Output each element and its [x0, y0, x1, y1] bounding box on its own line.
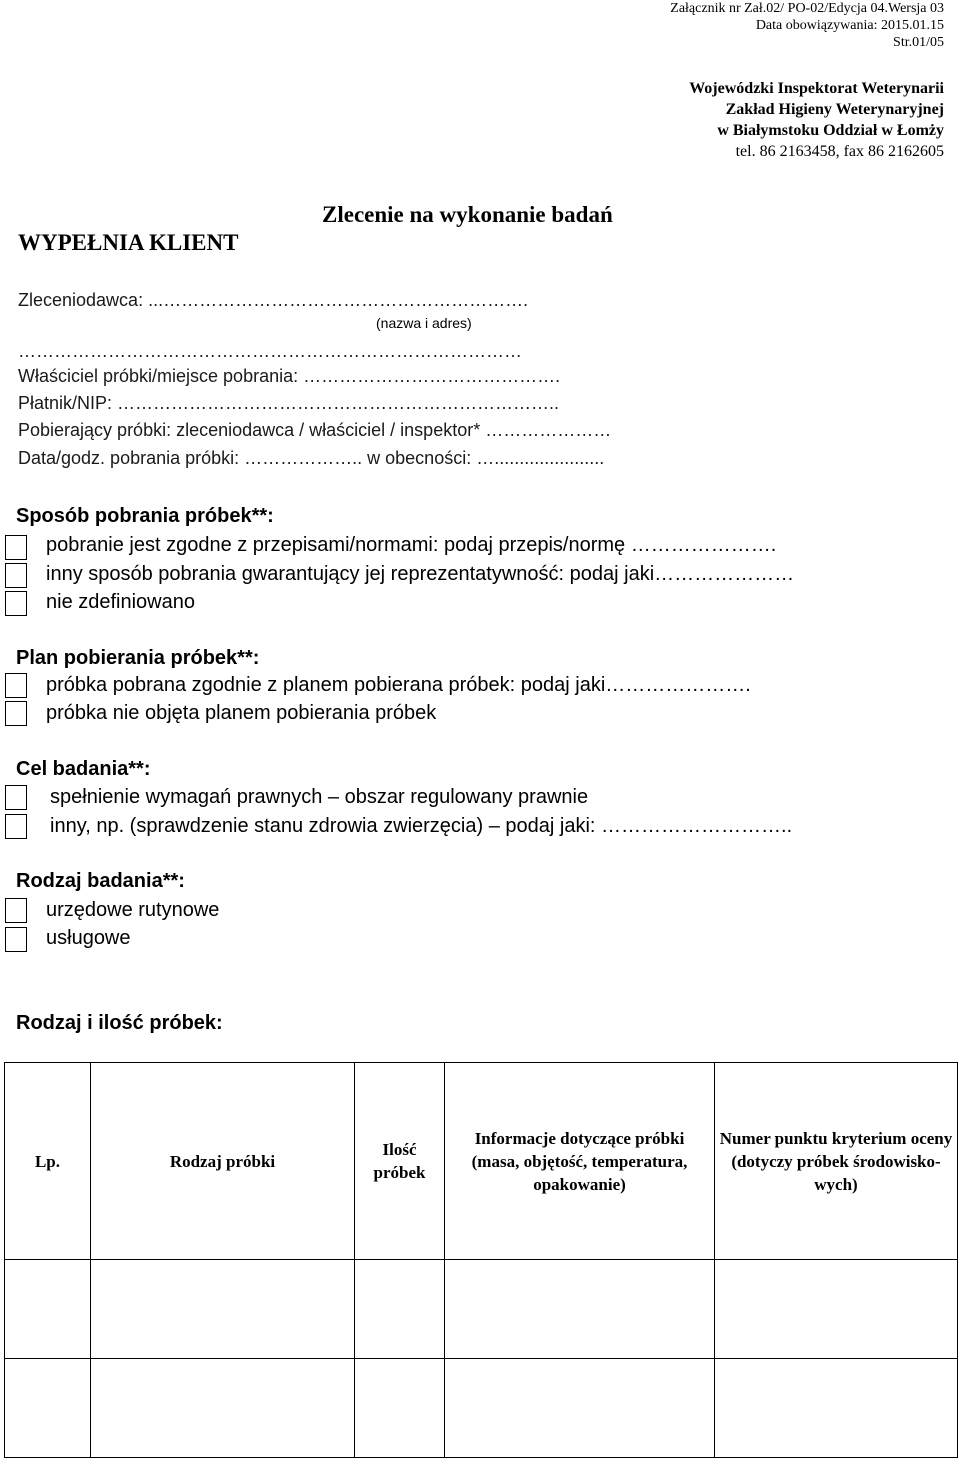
column-header-sample-type: Rodzaj próbki: [91, 1063, 355, 1260]
purpose-title: Cel badania**:: [16, 758, 151, 780]
sampling-date-field[interactable]: Data/godz. pobrania próbki: ……………….. w obecności: …......................: [18, 448, 605, 468]
sampling-method-checkbox-2[interactable]: [5, 563, 27, 588]
owner-field[interactable]: Właściciel próbki/miejsce pobrania: …………………………………….: [18, 366, 561, 386]
cell-sample-info[interactable]: [445, 1359, 715, 1458]
cell-sample-type[interactable]: [91, 1260, 355, 1359]
cell-sample-info[interactable]: [445, 1260, 715, 1359]
sampling-method-checkbox-3[interactable]: [5, 591, 27, 616]
cell-lp[interactable]: [5, 1359, 91, 1458]
institution-line-2: Zakład Higieny Weterynaryjnej: [725, 101, 944, 118]
payer-field[interactable]: Płatnik/NIP: ………………………………………………………………..: [18, 393, 560, 413]
sampling-plan-title: Plan pobierania próbek**:: [16, 647, 260, 669]
column-header-lp: Lp.: [5, 1063, 91, 1260]
sampling-method-option-1: pobranie jest zgodne z przepisami/normami: podaj przepis/normę ………………….: [46, 534, 777, 556]
institution-contact: tel. 86 2163458, fax 86 2162605: [735, 143, 944, 160]
sampler-field[interactable]: Pobierający próbki: zleceniodawca / właściciel / inspektor* …………………: [18, 420, 612, 440]
table-row: [5, 1359, 958, 1458]
sampling-plan-option-2: próbka nie objęta planem pobierania próbek: [46, 702, 437, 724]
cell-sample-type[interactable]: [91, 1359, 355, 1458]
client-label: WYPEŁNIA KLIENT: [18, 230, 239, 255]
column-header-quantity: Ilość próbek: [355, 1063, 445, 1260]
cell-criterion-number[interactable]: [715, 1260, 958, 1359]
cell-quantity[interactable]: [355, 1359, 445, 1458]
ordering-party-field[interactable]: Zleceniodawca: ...…………………………………………………….: [18, 290, 529, 310]
table-row: [5, 1260, 958, 1359]
test-type-option-2: usługowe: [46, 927, 131, 949]
samples-table: [4, 1062, 958, 1458]
sampling-method-checkbox-1[interactable]: [5, 535, 27, 560]
purpose-option-1: spełnienie wymagań prawnych – obszar regulowany prawnie: [50, 786, 589, 808]
column-header-sample-info: Informacje dotyczące próbki (masa, objętość, temperatura, opakowanie): [445, 1063, 715, 1260]
purpose-checkbox-1[interactable]: [5, 785, 27, 810]
test-type-option-1: urzędowe rutynowe: [46, 899, 220, 921]
attachment-number: Załącznik nr Zał.02/ PO-02/Edycja 04.Wersja 03: [670, 1, 944, 16]
samples-title: Rodzaj i ilość próbek:: [16, 1012, 223, 1034]
sampling-method-title: Sposób pobrania próbek**:: [16, 505, 274, 527]
samples-table-header-row: [5, 1063, 958, 1260]
purpose-checkbox-2[interactable]: [5, 814, 27, 839]
cell-criterion-number[interactable]: [715, 1359, 958, 1458]
sampling-plan-checkbox-2[interactable]: [5, 701, 27, 726]
page-number: Str.01/05: [893, 35, 944, 50]
cell-lp[interactable]: [5, 1260, 91, 1359]
ordering-party-continuation-field[interactable]: …………………………………………………………………………: [18, 341, 522, 361]
institution-line-3: w Białymstoku Oddział w Łomży: [717, 122, 944, 139]
sampling-plan-checkbox-1[interactable]: [5, 673, 27, 698]
test-type-checkbox-2[interactable]: [5, 927, 27, 952]
column-header-criterion-number: Numer punktu kryterium oceny (dotyczy próbek środowisko-wych): [715, 1063, 958, 1260]
name-address-hint: (nazwa i adres): [376, 315, 472, 331]
purpose-option-2: inny, np. (sprawdzenie stanu zdrowia zwierzęcia) – podaj jaki: ………………………..: [50, 815, 793, 837]
sampling-plan-option-1: próbka pobrana zgodnie z planem pobierana próbek: podaj jaki………………….: [46, 674, 751, 696]
test-type-checkbox-1[interactable]: [5, 898, 27, 923]
institution-line-1: Wojewódzki Inspektorat Weterynarii: [689, 80, 944, 97]
sampling-method-option-2: inny sposób pobrania gwarantujący jej reprezentatywność: podaj jaki…………………: [46, 563, 795, 585]
sampling-method-option-3: nie zdefiniowano: [46, 591, 195, 613]
page-title: Zlecenie na wykonanie badań: [322, 202, 613, 227]
test-type-title: Rodzaj badania**:: [16, 870, 185, 892]
cell-quantity[interactable]: [355, 1260, 445, 1359]
validity-date: Data obowiązywania: 2015.01.15: [755, 18, 944, 33]
